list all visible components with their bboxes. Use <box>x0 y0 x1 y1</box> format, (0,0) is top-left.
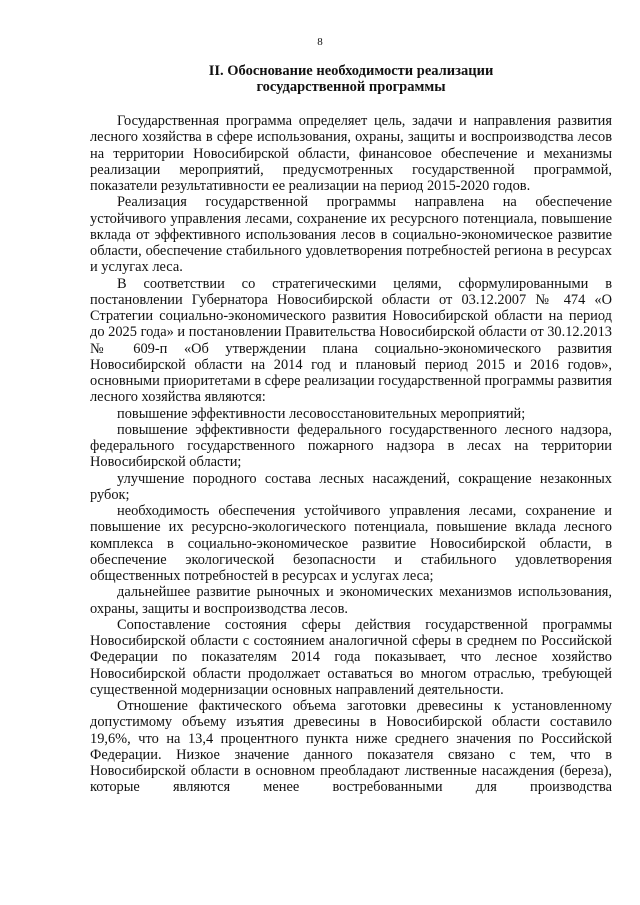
paragraph-strategic-goals: В соответствии со стратегическими целями, сформулированными в постановлении Губернатора Новосибирской области от 03.12.2007 № 474 «О Стратегии социально-экономического развития Новосибирской области на период до 2025 года» и постановлении Правительства Новосибирской области от 30.12.2013 № 609-п «Об утверждении плана социально-экономического развития Новосибирской области на 2014 год и плановый период 2015 и 2016 годов», основными приоритетами в сфере реализации государственной программы развития лесного хозяйства являются: <box>90 275 612 406</box>
page-number: 8 <box>317 36 323 48</box>
paragraph-program-aim: Реализация государственной программы направлена на обеспечение устойчивого управления лесами, сохранение их ресурсного потенциала, повышение вклада от эффективного использования лесов в социально-экономическое развитие области, обеспечение стабильного удовлетворения потребностей региона в ресурсах и услугах леса. <box>90 194 612 276</box>
paragraph-comparison: Сопоставление состояния сферы действия государственной программы Новосибирской области с состоянием аналогичной сферы в среднем по Российской Федерации по показателям 2014 года показывает, что лесное хозяйство Новосибирской области продолжает оставаться во многом отраслью, требующей существенной модернизации основных направлений деятельности. <box>90 616 612 698</box>
section-heading-line-1: II. Обоснование необходимости реализации <box>208 63 494 79</box>
paragraph-harvest-ratio: Отношение фактического объема заготовки древесины к установленному допустимому объему изъятия древесины в Новосибирской области составило 19,6%, что на 13,4 процентного пункта ниже среднего значения по Российской Федерации. Низкое значение данного показателя связано с тем, что в Новосибирской области в основном преобладают лиственные насаждения (береза), которые являются менее востребованными для производства <box>90 698 612 796</box>
priority-item: повышение эффективности лесовосстановительных мероприятий; <box>117 405 526 422</box>
priority-item: дальнейшее развитие рыночных и экономических механизмов использования, охраны, защиты и воспроизводства лесов. <box>90 584 612 617</box>
body-text <box>90 113 612 796</box>
section-heading-line-2: государственной программы <box>256 79 446 96</box>
priority-item: необходимость обеспечения устойчивого управления лесами, сохранение и повышение их ресурсно-экологического потенциала, повышение вклада лесного комплекса в социально-экономическое развитие Новосибирской области, в обеспечение экологической безопасности и стабильного удовлетворения общественных потребностей в ресурсах и услугах леса; <box>90 503 612 584</box>
paragraph-program-purpose: Государственная программа определяет цель, задачи и направления развития лесного хозяйства в сфере использования, охраны, защиты и воспроизводства лесов на территории Новосибирской области, финансовое обеспечение и механизмы реализации мероприятий, предусмотренных государственной программой, показатели результативности ее реализации на период 2015-2020 годов. <box>90 113 612 194</box>
priority-item: повышение эффективности федерального государственного лесного надзора, федерального государственного пожарного надзора в лесах на территории Новосибирской области; <box>90 421 612 471</box>
section-heading <box>90 63 612 96</box>
priority-item: улучшение породного состава лесных насаждений, сокращение незаконных рубок; <box>90 470 612 503</box>
